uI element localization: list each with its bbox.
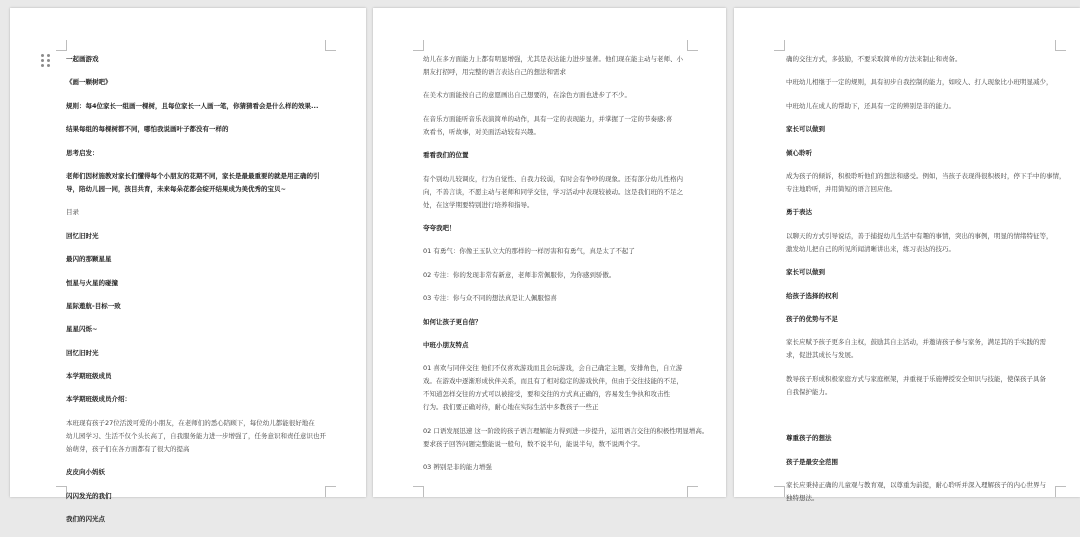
paragraph-line: 独特想法。	[786, 494, 819, 503]
heading-line: 勇于表达	[786, 208, 812, 217]
paragraph-line: 03 专注：你与众不同的想法真是让人佩服惊喜	[423, 294, 557, 303]
margin-corner-mark	[325, 40, 336, 51]
paragraph-line: 本班现有孩子27位活泼可爱的小朋友，在老师们的悉心陪顾下，每位幼儿都能很好地在	[66, 418, 315, 427]
margin-corner-mark	[413, 40, 424, 51]
margin-corner-mark	[687, 40, 698, 51]
heading-line: 本学期班级成员	[66, 372, 112, 381]
paragraph-line: 01 有勇气：你像王玉队立大的那样的一样厉害和有勇气，真是太了不起了	[423, 247, 635, 256]
heading-line: 星际遨航-目标一致	[66, 301, 121, 310]
paragraph-line: 向，不善言谈，不愿主动与老师和同学交往，学习活动中表现较被动。这是我们班的不足之	[423, 187, 683, 196]
page-text	[66, 54, 324, 537]
heading-line: 回忆旧时光	[66, 231, 99, 240]
paragraph-line: 要求孩子回答问题完整能说一般句，数不说半句，能说半句，数不说两个字。	[423, 439, 644, 448]
paragraph-line: 处，在这学期要特别进行培养和指导。	[423, 200, 534, 209]
paragraph-line: 教导孩子形成积极家庭方式与家庭框架，并重视于乐施傅授安全知识与技能，使保孩子具备	[786, 374, 1046, 383]
paragraph-line: 激发幼儿把自己的所见所闻清晰讲出来，练习表达的技巧。	[786, 244, 955, 253]
page-text	[423, 54, 709, 485]
heading-line: 给孩子选择的权利	[786, 291, 838, 300]
heading-line: 导，陪幼儿园一同，孩目共育，未来每朵花都会绽开结果成为美优秀的宝贝~	[66, 184, 286, 193]
paragraph-line: 01 喜欢与同伴交往 他们不仅喜欢游戏而且会玩游戏，会自己确定主题，安排角色，自立游	[423, 364, 683, 373]
paragraph-line: 求，促进其成长与发展。	[786, 351, 858, 360]
paragraph-line: 在美术方面能按自己的意愿画出自己想要的，在涂色方面也进步了不少。	[423, 91, 631, 100]
heading-line: 闪闪发光的我们	[66, 491, 112, 500]
heading-line: 老师们因材施教对家长们懂得每个小朋友的花期不同，家长是最最重要的就是用正确的引	[66, 171, 320, 180]
paragraph-line: 行为。我们要正确对待，耐心地在实际生活中多教孩子一些正	[423, 403, 599, 412]
paragraph-line: 中班幼儿在成人的帮助下，还具有一定的辨别是非的能力。	[786, 101, 955, 110]
paragraph-line: 幼儿园学习、生活不仅个头长高了，自我服务能力进一步增强了，任务意识和责任意识也开	[66, 431, 326, 440]
heading-line: 家长可以做到	[786, 268, 825, 277]
margin-corner-mark	[687, 486, 698, 497]
heading-line: 思考启发：	[66, 148, 99, 157]
margin-corner-mark	[413, 486, 424, 497]
heading-line: 倾心聆听	[786, 148, 812, 157]
margin-corner-mark	[1055, 40, 1066, 51]
blank-line	[786, 410, 1054, 433]
document-page-2[interactable]	[373, 8, 726, 497]
heading-line: 回忆旧时光	[66, 348, 99, 357]
page-text	[786, 54, 1066, 517]
heading-line: 孩子的优势与不足	[786, 314, 838, 323]
heading-line: 皮皮向小妈妖	[66, 468, 105, 477]
paragraph-line: 有个别幼儿较调皮，行为自觉性、自我力较弱，有时会有争吵的现象。还有部分幼儿性格内	[423, 174, 683, 183]
paragraph-line: 欢看书，听故事，对美面活动较有兴趣。	[423, 127, 540, 136]
paragraph-line: 自我保护能力。	[786, 387, 832, 396]
paragraph-line: 专注地聆听，并用简短的语言回应他。	[786, 184, 897, 193]
block-drag-handle-icon[interactable]	[41, 54, 50, 67]
paragraph-line: 始萌芽，孩子们在各方面都有了很大的提高	[66, 444, 190, 453]
heading-line: 我们的闪光点	[66, 515, 105, 524]
paragraph-line: 以聊天的方式引导说话，善于捕捉幼儿生活中有趣的事情，突出的事例，明显的情绪特征等，	[786, 231, 1053, 240]
heading-line: 尊重孩子的想法	[786, 434, 832, 443]
margin-corner-mark	[1055, 486, 1066, 497]
paragraph-line: 确的交往方式，多鼓励，不要采取简单的方法来制止和责备。	[786, 55, 962, 63]
heading-line: 看看我们的位置	[423, 151, 469, 160]
heading-line: 星星闪烁~	[66, 325, 98, 334]
heading-line: 《画一颗树吧》	[66, 78, 112, 87]
margin-corner-mark	[56, 40, 67, 51]
document-page-1[interactable]	[10, 8, 366, 524]
heading-line: 规则：每4位家长一组画一棵树，且每位家长一人画一笔，你猜猜看会是什么样的效果...	[66, 101, 319, 110]
paragraph-line: 中班幼儿相继于一定的规则，具有初步自我控制的能力，如咬人、打人现象比小班明显减少，	[786, 78, 1053, 87]
paragraph-line: 幼儿在多方面能力上都有明显增强，尤其是表达能力进步显著。他们现在能主动与老师、小	[423, 55, 683, 63]
paragraph-line: 目录	[66, 208, 79, 217]
heading-line: 中班小朋友特点	[423, 340, 469, 349]
margin-corner-mark	[325, 486, 336, 497]
heading-line: 家长可以做到	[786, 125, 825, 134]
paragraph-line: 02 口语发展迅速 这一阶段的孩子语言理解能力得到进一步提升，运用语言交往的积极性明显增高。	[423, 426, 709, 435]
paragraph-line: 家长应秉持正确的儿童观与教育观，以尊重为前提，耐心聆听并深入理解孩子的内心世界与	[786, 481, 1046, 490]
paragraph-line: 戏。在游戏中逐渐形成伙伴关系，而且有了相对稳定的游戏伙伴，但由于交往技能的不足，	[423, 377, 683, 386]
paragraph-line: 朋友打招呼，用完整的语言表达自己的想法和需求	[423, 68, 566, 76]
paragraph-line: 02 专注：你的发现非常有新意，老师非常佩服你，为你感到骄傲。	[423, 270, 616, 279]
heading-line: 本学期班级成员介绍：	[66, 395, 131, 404]
paragraph-line: 不知道怎样交往的方式可以被接受，要和交往的方式真正确的，容易发生争执和攻击性	[423, 390, 670, 399]
document-page-3[interactable]	[734, 8, 1080, 503]
paragraph-line: 在音乐方面能听音乐表演简单的动作，具有一定的表现能力，并掌握了一定的节奏感;喜	[423, 114, 673, 123]
heading-line: 孩子是最安全范围	[786, 457, 838, 466]
heading-line: 一起画游戏	[66, 55, 99, 63]
heading-line: 夸夸我吧！	[423, 223, 456, 232]
margin-corner-mark	[774, 40, 785, 51]
heading-line: 最闪的那颗星星	[66, 255, 112, 264]
heading-line: 结果每组的每棵树都不同，哪怕我说画叶子都没有一样的	[66, 125, 229, 134]
paragraph-line: 03 辨别是非的能力增强	[423, 463, 492, 472]
heading-line: 如何让孩子更自信？	[423, 317, 482, 326]
paragraph-line: 家长应赋予孩子更多自主权，鼓励其自主活动，并邀请孩子参与家务，满足其的手实践的需	[786, 338, 1046, 347]
paragraph-line: 成为孩子的倾诉，积极聆听他们的想法和感受。例如，当孩子表现得很积极时，停下手中的事情，	[786, 171, 1066, 180]
margin-corner-mark	[774, 486, 785, 497]
heading-line: 恒星与火星的碰撞	[66, 278, 118, 287]
